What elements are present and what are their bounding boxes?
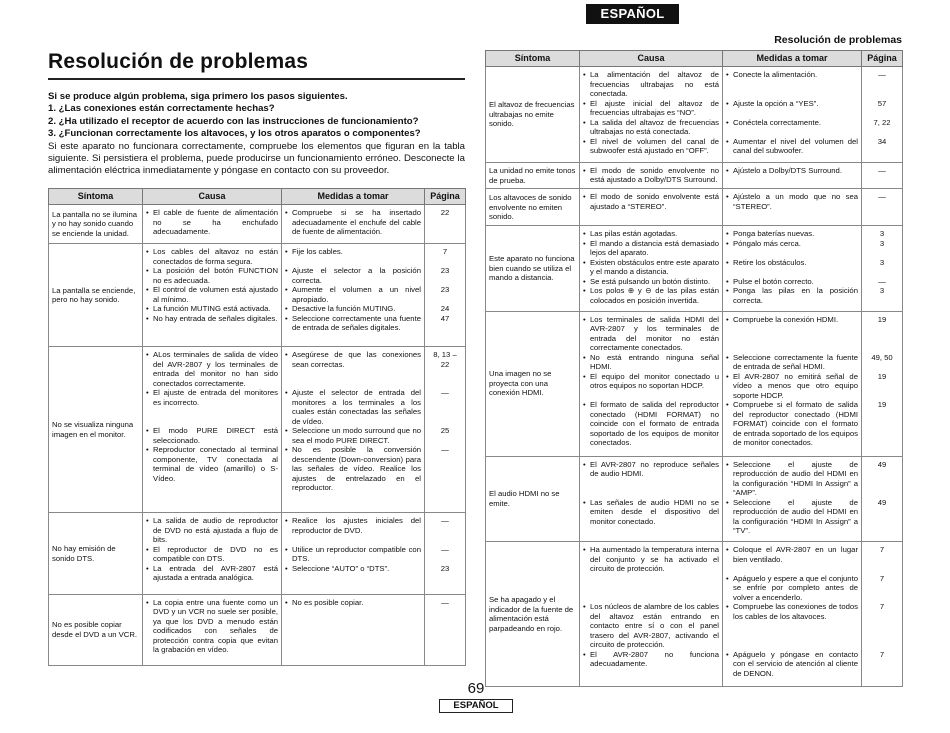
header-page: Página xyxy=(425,189,466,205)
action-item: • Ponga baterías nuevas. xyxy=(726,229,858,239)
cause-item: • El ajuste inicial del altavoz de frecuencias ultrabajas es “NO”. xyxy=(583,99,719,118)
cause-item: • El formato de salida del reproductor conectado (HDMI FORMAT) no coincide con el formato de entrada soportado de los equipos de monitor conectados. xyxy=(583,400,719,448)
cause-item: • Reproductor conectado al terminal componente, TV conectada al terminal de vídeo (amarillo) o S-Vídeo. xyxy=(146,445,278,493)
page-cell xyxy=(425,594,466,665)
page-ref: — xyxy=(878,70,886,79)
action-cell xyxy=(723,542,862,687)
cause-item: • El modo PURE DIRECT está seleccionado. xyxy=(146,426,278,445)
cause-item: • Existen obstáculos entre este aparato y el mando a distancia. xyxy=(583,258,719,277)
page-cell xyxy=(425,513,466,595)
action-item: • No es posible copiar. xyxy=(285,598,421,655)
intro-paragraph: Si este aparato no funcionara correctamente, compruebe los elementos que figuran en la tabla siguiente. Si persistiera el problema, puede producirse un funcionamiento erróneo. Desconecte la alimentación eléctrica inmediatamente y póngase en contacto con su proveedor. xyxy=(48,140,465,177)
cause-cell xyxy=(580,67,723,163)
page-ref: — xyxy=(878,276,886,286)
page-ref: — xyxy=(878,192,886,202)
page-ref: 49 xyxy=(877,497,887,507)
action-item: • Seleccione el ajuste de reproducción de audio del HDMI en la configuración “HDMI In Assign” a “TV”. xyxy=(726,498,858,536)
header-symptom: Síntoma xyxy=(49,189,143,205)
cause-item: • El reproductor de DVD no es compatible con DTS. xyxy=(146,545,278,564)
action-cell xyxy=(723,67,862,163)
action-item: • Desactive la función MUTING. xyxy=(285,304,421,314)
cause-item: • Las pilas están agotadas. xyxy=(583,229,719,239)
action-cell xyxy=(282,347,425,513)
action-item: • Compruebe las conexiones de todos los cables de los altavoces. xyxy=(726,602,858,650)
page-ref: 57 xyxy=(877,98,887,108)
table-row xyxy=(49,513,466,595)
symptom-cell: La pantalla no se ilumina y no hay sonido cuando se enciende la unidad. xyxy=(49,205,143,244)
page-cell xyxy=(862,162,903,189)
action-item: • Fije los cables. xyxy=(285,247,421,266)
action-item: • Seleccione correctamente una fuente de entrada de señales digitales. xyxy=(285,314,421,333)
symptom-cell: Los altavoces de sonido envolvente no emiten sonido. xyxy=(486,189,580,226)
table-header-row xyxy=(486,51,903,67)
intro-block xyxy=(48,91,465,178)
cause-item: • El cable de fuente de alimentación no se ha enchufado adecuadamente. xyxy=(146,208,278,237)
cause-item: • El AVR-2807 no funciona adecuadamente. xyxy=(583,650,719,679)
action-item: • Seleccione correctamente la fuente de entrada de señal HDMI. xyxy=(726,353,858,372)
action-item: • Póngalo más cerca. xyxy=(726,239,858,258)
page-ref: 3 xyxy=(879,238,885,248)
cause-item: • La salida del altavoz de frecuencias ultrabajas no está conectada. xyxy=(583,118,719,137)
page-cell xyxy=(862,189,903,226)
cause-cell xyxy=(143,513,282,595)
page-ref: 22 xyxy=(440,208,450,217)
symptom-cell: Este aparato no funciona bien cuando se utiliza el mando a distancia. xyxy=(486,226,580,312)
cause-item: • La alimentación del altavoz de frecuencias ultrabajas no está conectada. xyxy=(583,70,719,99)
page-ref: 23 xyxy=(440,266,450,276)
symptom-cell: El audio HDMI no se emite. xyxy=(486,456,580,542)
page-cell xyxy=(425,205,466,244)
page-cell xyxy=(425,244,466,347)
page-ref: 7 xyxy=(879,573,885,583)
cause-cell xyxy=(580,189,723,226)
action-cell xyxy=(723,226,862,312)
cause-item: • La entrada del AVR-2807 está ajustada a entrada analógica. xyxy=(146,564,278,583)
cause-cell xyxy=(580,542,723,687)
header-action: Medidas a tomar xyxy=(282,189,425,205)
page-cell xyxy=(862,456,903,542)
action-cell xyxy=(723,311,862,456)
action-item: • Compruebe la conexión HDMI. xyxy=(726,315,858,353)
cause-item: • La función MUTING está activada. xyxy=(146,304,278,314)
page-ref: 49 xyxy=(877,459,887,469)
page-ref: 7 xyxy=(879,649,885,659)
action-cell xyxy=(282,244,425,347)
symptom-cell: Se ha apagado y el indicador de la fuente de alimentación está parpadeando en rojo. xyxy=(486,542,580,687)
cause-item: • Los polos ⊕ y ⊖ de las pilas están colocados en posición invertida. xyxy=(583,286,719,305)
action-item: • Aumentar el nivel del volumen del canal del subwoofer. xyxy=(726,137,858,156)
action-item: • Realice los ajustes iniciales del reproductor de DVD. xyxy=(285,516,421,545)
symptom-cell: La unidad no emite tonos de prueba. xyxy=(486,162,580,189)
page-cell xyxy=(862,542,903,687)
action-item: • Ajuste el selector a la posición correcta. xyxy=(285,266,421,285)
cause-item: • No hay entrada de señales digitales. xyxy=(146,314,278,333)
header-action: Medidas a tomar xyxy=(723,51,862,67)
action-item: • Asegúrese de que las conexiones sean correctas. xyxy=(285,350,421,388)
cause-item: • El nivel de volumen del canal de subwoofer está ajustado en “OFF”. xyxy=(583,137,719,156)
intro-step-1: 1. ¿Las conexiones están correctamente hechas? xyxy=(48,103,275,115)
page-ref: — xyxy=(441,388,449,398)
cause-item: • El modo de sonido envolvente está ajustado a “STEREO”. xyxy=(583,192,719,211)
cause-item: • Los terminales de salida HDMI del AVR-2807 y los terminales de entrada del monitor no están correctamente conectados. xyxy=(583,315,719,353)
action-item: • Seleccione el ajuste de reproducción de audio del HDMI en la configuración “HDMI In Assign” a “AMP”. xyxy=(726,460,858,498)
table-header-row xyxy=(49,189,466,205)
page-ref: 8, 13 – 22 xyxy=(433,350,457,369)
symptom-cell: No se visualiza ninguna imagen en el monitor. xyxy=(49,347,143,513)
action-item: • Apáguelo y póngase en contacto con el servicio de atención al cliente de DENON. xyxy=(726,650,858,679)
action-cell xyxy=(723,456,862,542)
action-cell xyxy=(723,162,862,189)
intro-lead: Si se produce algún problema, siga primero los pasos siguientes. xyxy=(48,91,348,102)
cause-item: • ALos terminales de salida de vídeo del AVR-2807 y los terminales de entrada del monitor no han sido conectados correctamente. xyxy=(146,350,278,388)
symptom-cell: La pantalla se enciende, pero no hay sonido. xyxy=(49,244,143,347)
page-ref: 3 xyxy=(879,257,885,267)
page-ref: 34 xyxy=(877,136,887,146)
cause-item: • El ajuste de entrada del monitores es incorrecto. xyxy=(146,388,278,426)
cause-item: • Ha aumentado la temperatura interna del conjunto y se ha activado el circuito de protección. xyxy=(583,545,719,574)
table-row xyxy=(486,456,903,542)
table-row xyxy=(49,594,466,665)
page-ref: 23 xyxy=(440,285,450,295)
symptom-cell: No es posible copiar desde el DVD a un VCR. xyxy=(49,594,143,665)
page-ref: — xyxy=(441,516,449,526)
cause-item: • No está entrando ninguna señal HDMI. xyxy=(583,353,719,372)
symptom-cell: Una imagen no se proyecta con una conexión HDMI. xyxy=(486,311,580,456)
page-ref: 47 xyxy=(440,313,450,323)
page-cell xyxy=(862,311,903,456)
action-item: • Ponga las pilas en la posición correcta. xyxy=(726,286,858,305)
action-item: • No es posible la conversión descendente (Down-conversion) para las señales de vídeo. Realice los ajustes de entrelazado en el reproductor. xyxy=(285,445,421,493)
cause-cell xyxy=(143,594,282,665)
intro-step-3: 3. ¿Funcionan correctamente los altavoces, y los otros aparatos o componentes? xyxy=(48,128,421,140)
footer-language-label: ESPAÑOL xyxy=(439,699,513,713)
table-row xyxy=(486,162,903,189)
action-item: • Pulse el botón correcto. xyxy=(726,277,858,287)
section-header: Resolución de problemas xyxy=(774,34,902,46)
page-ref: 3 xyxy=(879,286,885,296)
action-item: • Seleccione un modo surround que no sea el modo PURE DIRECT. xyxy=(285,426,421,445)
action-cell xyxy=(723,189,862,226)
language-tab: ESPAÑOL xyxy=(586,4,679,24)
cause-cell xyxy=(143,205,282,244)
header-symptom: Síntoma xyxy=(486,51,580,67)
action-item: • Aumente el volumen a un nivel apropiado. xyxy=(285,285,421,304)
page-number: 69 xyxy=(467,680,485,697)
table-row xyxy=(486,226,903,312)
table-row xyxy=(49,347,466,513)
cause-item: • Los cables del altavoz no están conectados de forma segura. xyxy=(146,247,278,266)
intro-step-2: 2. ¿Ha utilizado el receptor de acuerdo con las instrucciones de funcionamiento? xyxy=(48,115,419,127)
troubleshooting-table-right xyxy=(485,50,903,687)
cause-item: • El control de volumen está ajustado al mínimo. xyxy=(146,285,278,304)
cause-cell xyxy=(580,162,723,189)
header-cause: Causa xyxy=(580,51,723,67)
cause-cell xyxy=(580,311,723,456)
table-row xyxy=(486,542,903,687)
page-ref: 7 xyxy=(442,247,448,257)
header-cause: Causa xyxy=(143,189,282,205)
action-item: • Ajústelo a Dolby/DTS Surround. xyxy=(726,166,858,185)
action-item: • Conecte la alimentación. xyxy=(726,70,858,99)
cause-cell xyxy=(580,226,723,312)
cause-item: • La posición del botón FUNCTION no es adecuada. xyxy=(146,266,278,285)
table-row xyxy=(486,311,903,456)
page-ref: — xyxy=(441,445,449,455)
action-cell xyxy=(282,594,425,665)
action-item: • Apáguelo y espere a que el conjunto se enfríe por completo antes de volver a encenderlo. xyxy=(726,574,858,603)
action-cell xyxy=(282,205,425,244)
action-item: • Compruebe si el formato de salida del reproductor conectado (HDMI FORMAT) coincide con el formato de entrada soportado de los equipos de monitor conectados. xyxy=(726,400,858,448)
cause-item: • El modo de sonido envolvente no está ajustado a Dolby/DTS Surround. xyxy=(583,166,719,185)
page-ref: 25 xyxy=(440,426,450,436)
symptom-cell: El altavoz de frecuencias ultrabajas no emite sonido. xyxy=(486,67,580,163)
action-item: • Seleccione “AUTO” o “DTS”. xyxy=(285,564,421,583)
action-item: • Ajuste la opción a “YES”. xyxy=(726,99,858,118)
action-item: • Coloque el AVR-2807 en un lugar bien ventilado. xyxy=(726,545,858,574)
action-item: • Ajuste el selector de entrada del monitores a los terminales a los cuales están conectadas las señales de vídeo. xyxy=(285,388,421,426)
page-ref: 7 xyxy=(879,602,885,612)
header-page: Página xyxy=(862,51,903,67)
cause-item xyxy=(583,574,719,603)
page-ref: — xyxy=(441,597,449,607)
cause-cell xyxy=(143,347,282,513)
action-item: • Utilice un reproductor compatible con DTS. xyxy=(285,545,421,564)
page-ref: 19 xyxy=(877,400,887,410)
page-ref: 3 xyxy=(879,229,885,239)
table-row xyxy=(49,205,466,244)
action-item: • Compruebe si se ha insertado adecuadamente el enchufe del cable de fuente de alimentación. xyxy=(285,208,421,237)
action-item: • Conéctela correctamente. xyxy=(726,118,858,137)
page-ref: 19 xyxy=(877,314,887,324)
page-cell xyxy=(862,67,903,163)
cause-item: • Los núcleos de alambre de los cables del altavoz están entrando en contacto entre sí o con el panel trasero del AVR-2807, activando el circuito de protección. xyxy=(583,602,719,650)
page-ref: 23 xyxy=(440,563,450,573)
cause-item: • Las señales de audio HDMI no se emiten desde el dispositivo del monitor conectado. xyxy=(583,498,719,536)
action-item: • El AVR-2807 no emitirá señal de vídeo a menos que otro equipo soporte HDCP. xyxy=(726,372,858,401)
cause-item: • La copia entre una fuente como un DVD y un VCR no suele ser posible, ya que los DVD a menudo están codificados con señales de protección contra copia que evitan la grabación en vídeo. xyxy=(146,598,278,655)
action-item: • Retire los obstáculos. xyxy=(726,258,858,277)
page-ref: 19 xyxy=(877,371,887,381)
cause-item: • El mando a distancia está demasiado lejos del aparato. xyxy=(583,239,719,258)
action-item: • Ajústelo a un modo que no sea “STEREO”. xyxy=(726,192,858,211)
page-ref: 7 xyxy=(879,545,885,555)
cause-item: • El equipo del monitor conectado u otros equipos no soportan HDCP. xyxy=(583,372,719,401)
action-cell xyxy=(282,513,425,595)
page-cell xyxy=(862,226,903,312)
page-ref: — xyxy=(878,165,886,175)
cause-item: • El AVR-2807 no reproduce señales de audio HDMI. xyxy=(583,460,719,498)
cause-item: • La salida de audio de reproductor de DVD no está ajustada a flujo de bits. xyxy=(146,516,278,545)
page-ref: 24 xyxy=(440,304,450,314)
table-row xyxy=(486,189,903,226)
page-ref: 49, 50 xyxy=(871,352,893,362)
troubleshooting-table-left xyxy=(48,188,466,666)
cause-cell xyxy=(143,244,282,347)
page-cell xyxy=(425,347,466,513)
table-row xyxy=(49,244,466,347)
page-ref: 7, 22 xyxy=(873,117,891,127)
table-row xyxy=(486,67,903,163)
cause-cell xyxy=(580,456,723,542)
cause-item: • Se está pulsando un botón distinto. xyxy=(583,277,719,287)
page-title: Resolución de problemas xyxy=(48,50,465,80)
page-ref: — xyxy=(441,544,449,554)
symptom-cell: No hay emisión de sonido DTS. xyxy=(49,513,143,595)
